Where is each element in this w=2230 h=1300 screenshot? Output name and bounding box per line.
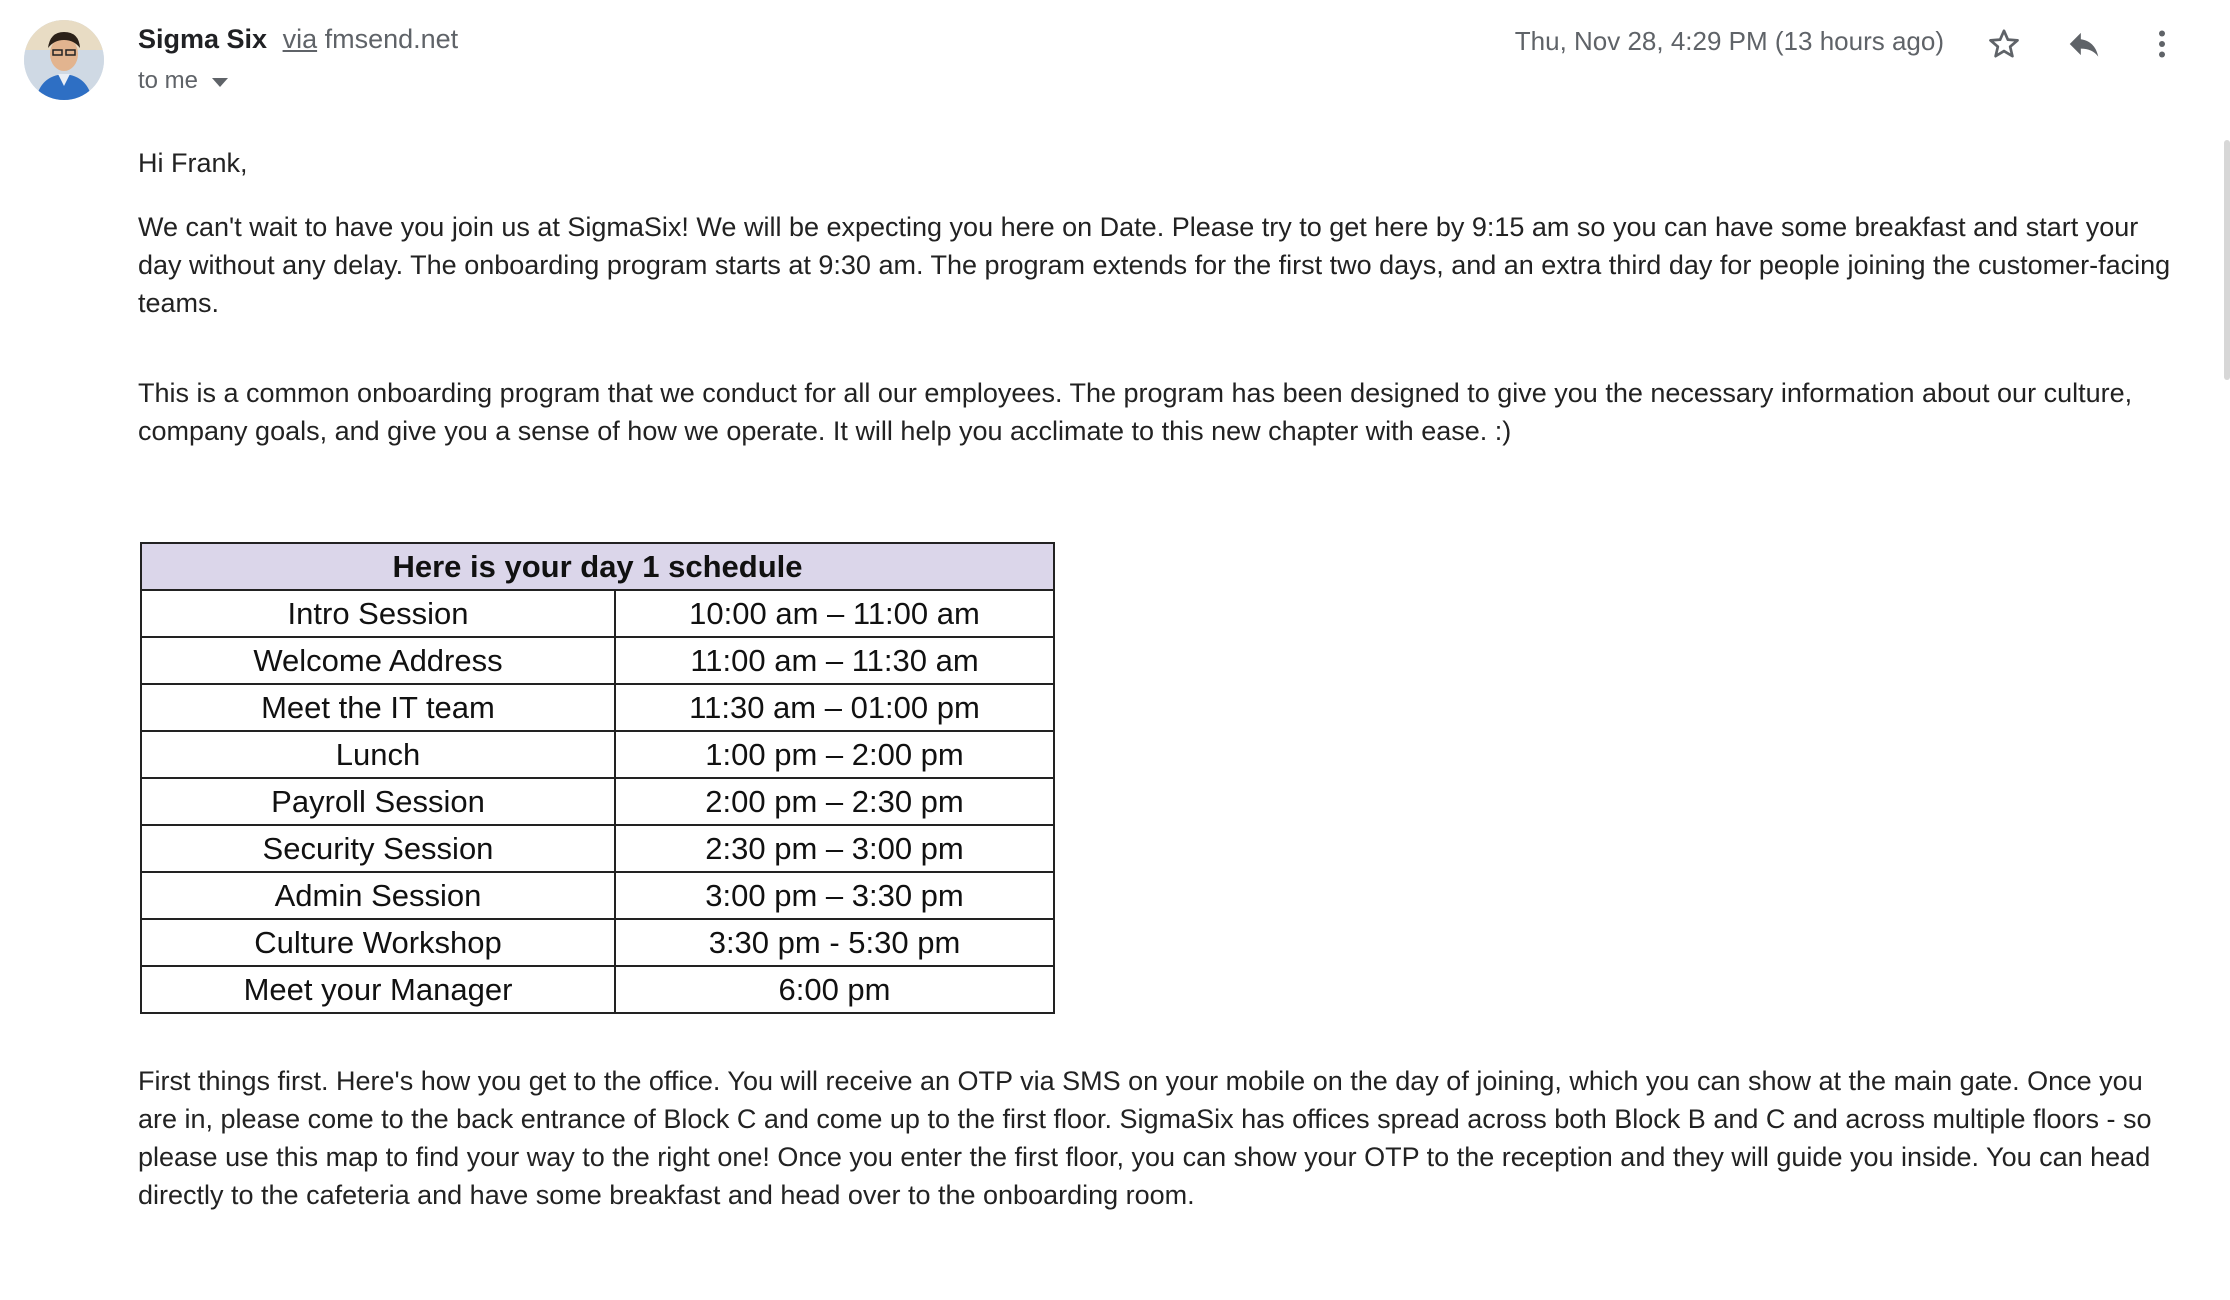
table-row [141,637,1054,684]
table-row [141,919,1054,966]
star-button[interactable] [1978,18,2030,70]
table-row [141,966,1054,1013]
body-paragraph-1: We can't wait to have you join us at SigmaSix! We will be expecting you here on Date. Please try to get here by 9:15 am so you can have some breakfast and start your day without any delay. The onboarding program starts at 9:30 am. The program extends for the first two days, and an extra third day for people joining the customer-facing teams. [138,212,2171,318]
time-cell: 1:00 pm – 2:00 pm [615,731,1054,778]
table-row [141,684,1054,731]
session-cell: Intro Session [141,590,615,637]
chevron-down-icon[interactable] [212,78,228,87]
via-link[interactable]: via [282,24,318,54]
email-date: Thu, Nov 28, 4:29 PM (13 hours ago) [1514,26,1944,56]
schedule-title: Here is your day 1 schedule [141,543,1054,590]
schedule-header-row [141,543,1054,590]
session-cell: Payroll Session [141,778,615,825]
time-cell: 6:00 pm [615,966,1054,1013]
sender-avatar[interactable] [24,20,104,100]
session-cell: Meet the IT team [141,684,615,731]
body-paragraph-2: This is a common onboarding program that we conduct for all our employees. The program has been designed to give you the necessary information about our culture, company goals, and give you a sense of how we operate. It will help you acclimate to this new chapter with ease. :) [138,378,2133,446]
time-cell: 10:00 am – 11:00 am [615,590,1054,637]
via-domain: fmsend.net [324,24,459,54]
table-row [141,590,1054,637]
body-paragraph-3: First things first. Here's how you get to the office. You will receive an OTP via SMS on your mobile on the day of joining, which you can show at the main gate. Once you are in, please come to the back entrance of Block C and come up to the first floor. SigmaSix has offices spread across both Block B and C and across multiple floors - so please use this map to find your way to the right one! Once you enter the first floor, you can show your OTP to the reception and they will guide you inside. You can head directly to the cafeteria and have some breakfast and head over to the onboarding room. [138,1066,2152,1210]
table-row [141,825,1054,872]
scrollbar[interactable] [2224,140,2230,380]
time-cell: 2:30 pm – 3:00 pm [615,825,1054,872]
session-cell: Lunch [141,731,615,778]
time-cell: 11:00 am – 11:30 am [615,637,1054,684]
table-row [141,872,1054,919]
session-cell: Admin Session [141,872,615,919]
time-cell: 3:00 pm – 3:30 pm [615,872,1054,919]
session-cell: Meet your Manager [141,966,615,1013]
time-cell: 2:00 pm – 2:30 pm [615,778,1054,825]
avatar-photo [24,20,104,100]
schedule-table [140,542,1055,1014]
sender-name[interactable]: Sigma Six [138,24,268,54]
schedule-body [141,590,1054,1013]
star-icon [1986,26,2022,62]
session-cell: Culture Workshop [141,919,615,966]
more-options-button[interactable] [2136,18,2188,70]
recipient-toggle[interactable] [138,67,228,95]
more-vert-icon [2144,26,2180,62]
table-row [141,731,1054,778]
time-cell: 11:30 am – 01:00 pm [615,684,1054,731]
reply-button[interactable] [2058,18,2110,70]
sender-line [138,24,458,55]
table-row [141,778,1054,825]
greeting: Hi Frank, [138,148,248,178]
to-me-label: to me [138,67,199,94]
session-cell: Welcome Address [141,637,615,684]
time-cell: 3:30 pm - 5:30 pm [615,919,1054,966]
reply-icon [2065,25,2103,63]
session-cell: Security Session [141,825,615,872]
